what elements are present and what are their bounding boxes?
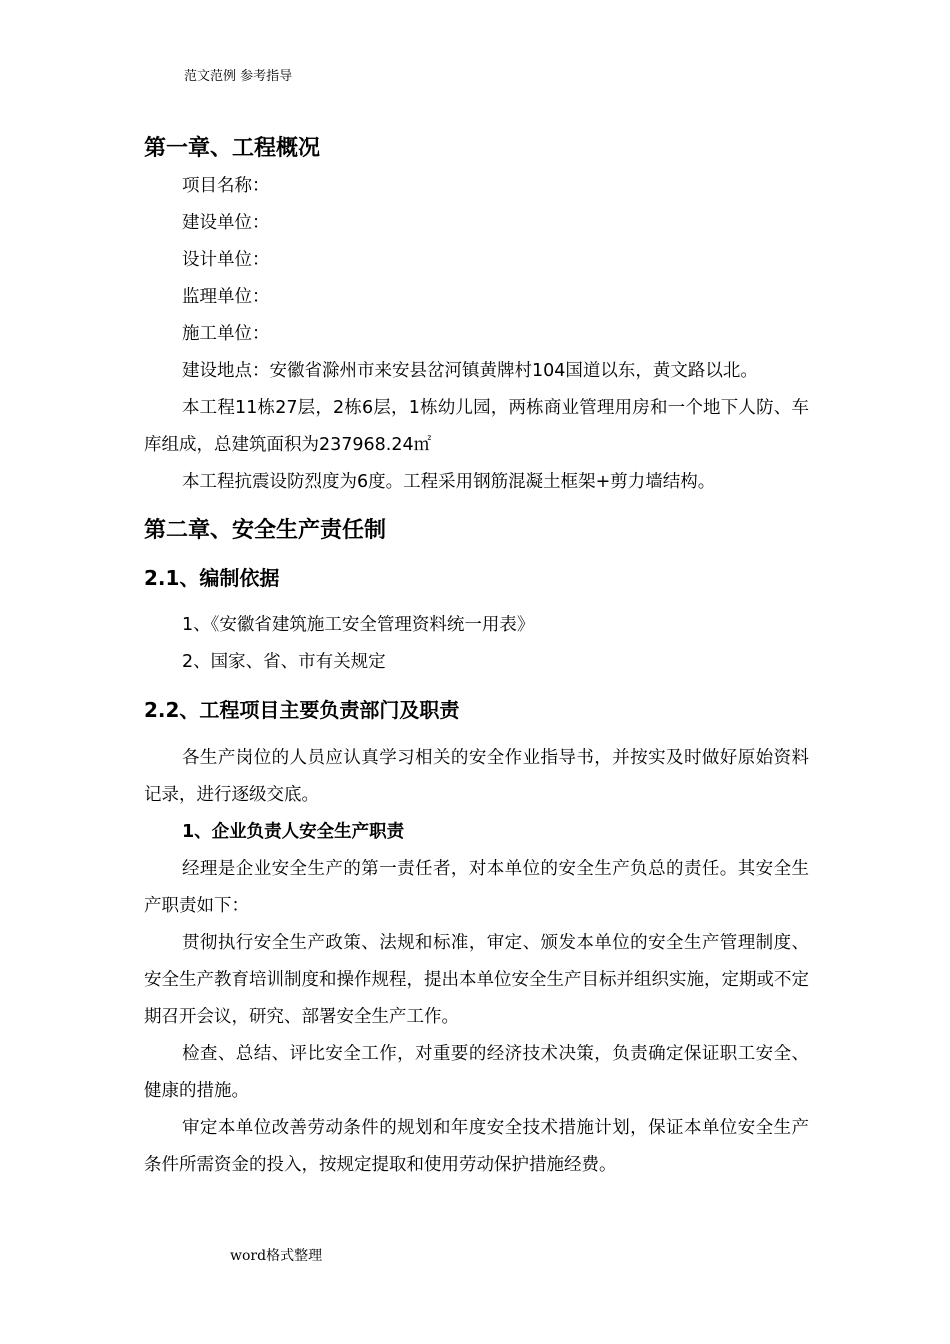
- field-project-name: 项目名称：: [182, 176, 270, 196]
- header-note: 范文范例 参考指导: [184, 69, 293, 84]
- footer-note: word格式整理: [230, 1248, 323, 1264]
- field-supervision-unit: 监理单位：: [182, 287, 270, 307]
- basis-item-1: 1、《安徽省建筑施工安全管理资料统一用表》: [182, 615, 535, 635]
- duty-paragraph-3: 检查、总结、评比安全工作，对重要的经济技术决策，负责确定保证职工安全、健康的措施。: [144, 1044, 809, 1101]
- duty-paragraph-1: 经理是企业安全生产的第一责任者，对本单位的安全生产负总的责任。其安全生产职责如下：: [144, 859, 809, 916]
- field-construction-unit: 建设单位：: [182, 213, 270, 233]
- basis-item-2: 2、国家、省、市有关规定: [182, 652, 386, 672]
- section-2-1-title: 2.1、编制依据: [144, 566, 280, 590]
- project-scope: 本工程11栋27层，2栋6层，1栋幼儿园，两栋商业管理用房和一个地下人防、车库组成，总建筑面积为237968.24㎡: [144, 398, 809, 455]
- subsection-1-title: 1、企业负责人安全生产职责: [182, 822, 405, 842]
- project-location: 建设地点：安徽省滁州市来安县岔河镇黄牌村104国道以东，黄文路以北。: [182, 361, 758, 381]
- section-2-2-title: 2.2、工程项目主要负责部门及职责: [144, 698, 460, 722]
- chapter2-title: 第二章、安全生产责任制: [144, 518, 387, 543]
- duty-paragraph-4: 审定本单位改善劳动条件的规划和年度安全技术措施计划，保证本单位安全生产条件所需资金的投入，按规定提取和使用劳动保护措施经费。: [144, 1118, 809, 1175]
- document-body: [144, 133, 809, 1184]
- chapter1-title: 第一章、工程概况: [144, 136, 321, 161]
- field-design-unit: 设计单位：: [182, 250, 270, 270]
- project-seismic: 本工程抗震设防烈度为6度。工程采用钢筋混凝土框架+剪力墙结构。: [182, 472, 716, 492]
- section-2-2-intro: 各生产岗位的人员应认真学习相关的安全作业指导书，并按实及时做好原始资料记录，进行逐级交底。: [144, 748, 809, 805]
- field-contractor-unit: 施工单位：: [182, 324, 270, 344]
- duty-paragraph-2: 贯彻执行安全生产政策、法规和标准，审定、颁发本单位的安全生产管理制度、安全生产教育培训制度和操作规程，提出本单位安全生产目标并组织实施，定期或不定期召开会议，研究、部署安全生产工作。: [144, 933, 809, 1027]
